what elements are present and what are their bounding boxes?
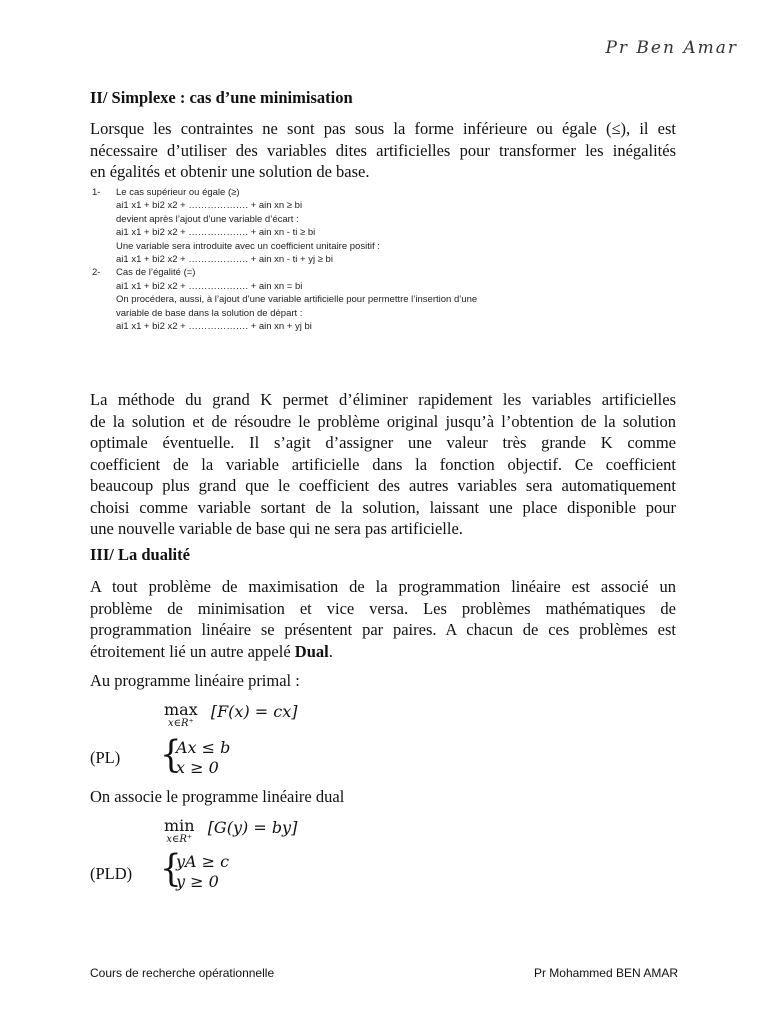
footer-author: Pr Mohammed BEN AMAR [533, 966, 678, 980]
text-line: problème de minimisation et vice versa. Les problèmes mathématiques de [90, 598, 676, 618]
case2-text: On procédera, aussi, à l’ajout d’une variable artificielle pour permettre l’insertion d’une [116, 294, 478, 306]
case2-heading: 2- Cas de l’égalité (=) [92, 267, 196, 279]
dual-objective [164, 818, 297, 845]
dual-domain: x∈R⁺ [166, 834, 193, 845]
case2-equation: ai1 x1 + bi2 x2 + ………………. + ain xn + yj bi [116, 321, 312, 333]
text-line: une nouvelle variable de base qui ne sera pas artificielle. [90, 519, 463, 538]
constraint-cases-box [92, 186, 592, 333]
text-line: coefficient de la variable artificielle dans la fonction objectif. Ce coefficient [90, 454, 676, 474]
author-signature: Pr Ben Amar [605, 38, 738, 58]
primal-label: (PL) [90, 748, 121, 767]
dual-operator: min [164, 816, 195, 835]
case1-equation: ai1 x1 + bi2 x2 + ………………. + ain xn - ti ≥ bi [116, 227, 316, 239]
dual-term: Dual [294, 641, 329, 661]
dual-brace: { [160, 847, 182, 891]
dualite-intro-paragraph [90, 576, 676, 662]
dual-label: (PLD) [90, 864, 133, 883]
dual-intro: On associe le programme linéaire dual [90, 787, 345, 806]
case1-equation: ai1 x1 + bi2 x2 + ………………. + ain xn - ti + yj ≥ bi [116, 254, 333, 266]
text-line: optimale éventuelle. Il s’agit d’assigner une valeur très grande K comme [90, 433, 676, 452]
primal-constraint-1: Ax ≤ b [176, 738, 231, 757]
case2-text: variable de base dans la solution de départ : [116, 307, 303, 319]
primal-intro: Au programme linéaire primal : [90, 671, 300, 690]
grand-k-paragraph [90, 389, 676, 540]
case2-equation: ai1 x1 + bi2 x2 + ………………. + ain xn = bi [116, 280, 303, 292]
primal-operator: max [164, 700, 198, 719]
section-title-dualite: III/ La dualité [90, 545, 190, 564]
text-line: Lorsque les contraintes ne sont pas sous la forme inférieure ou égale (≤), il est [90, 119, 676, 138]
dual-constraint-1: yA ≥ c [176, 852, 230, 871]
primal-domain: x∈R⁺ [167, 718, 194, 729]
text-line: choisi comme variable sortant de la solution, laissant une place disponible pour [90, 497, 676, 517]
section-title-simplexe: II/ Simplexe : cas d’une minimisation [90, 88, 353, 107]
text-line: programmation linéaire se présentent par paires. A chacun de ces problèmes est [90, 620, 676, 639]
simplexe-intro-paragraph [90, 118, 676, 183]
text-line: La méthode du grand K permet d’éliminer rapidement les variables artificielles [90, 390, 676, 409]
primal-constraint-2: x ≥ 0 [176, 758, 219, 777]
case1-text: Une variable sera introduite avec un coefficient unitaire positif : [116, 240, 380, 252]
case1-text: devient après l’ajout d’une variable d’écart : [116, 213, 299, 225]
text-line: nécessaire d’utiliser des variables dites artificielles pour transformer les inégalités [90, 140, 676, 160]
text-line: en égalités et obtenir une solution de base. [90, 162, 370, 181]
text-line: de la solution et de résoudre le problème original jusqu’à l’obtention de la solution [90, 411, 676, 431]
primal-function: [F(x) = cx] [210, 702, 298, 721]
primal-constraints [176, 738, 230, 778]
text-line: A tout problème de maximisation de la programmation linéaire est associé un [90, 577, 676, 596]
primal-objective [164, 702, 297, 729]
case1-heading: 1- Le cas supérieur ou égale (≥) [92, 187, 240, 198]
case1-equation: ai1 x1 + bi2 x2 + ………………. + ain xn ≥ bi [116, 200, 303, 212]
text-line: étroitement lié un autre appelé Dual. [90, 641, 333, 661]
dual-constraints [176, 852, 229, 892]
text-line: beaucoup plus grand que le coefficient des autres variables sera automatiquement [90, 476, 676, 495]
dual-function: [G(y) = by] [207, 818, 298, 837]
primal-brace: { [160, 733, 182, 777]
footer-course: Cours de recherche opérationnelle [90, 966, 275, 980]
dual-constraint-2: y ≥ 0 [176, 872, 219, 891]
